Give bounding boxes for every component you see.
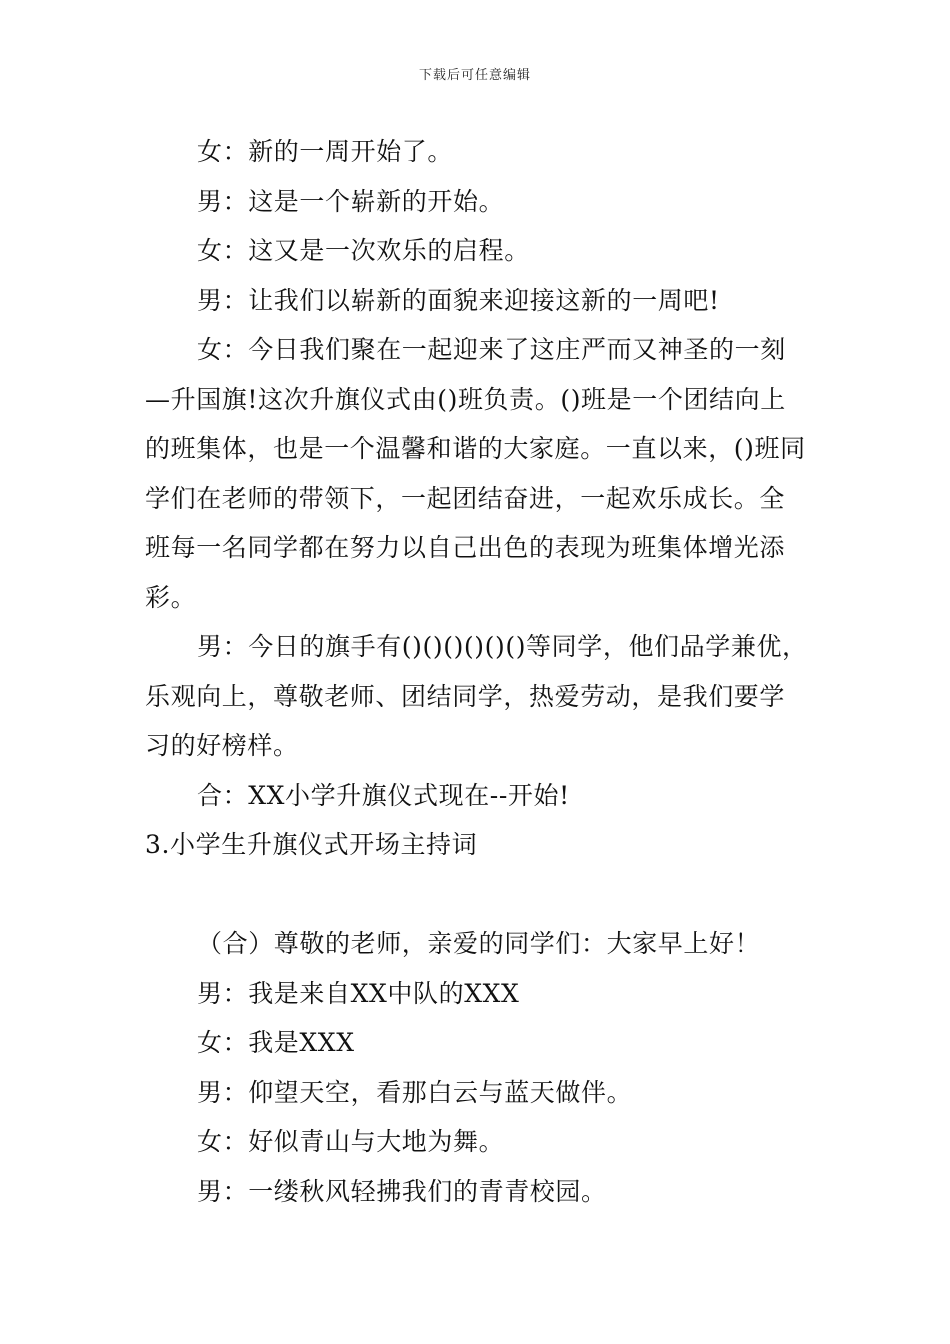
document-body [145, 127, 810, 1216]
paragraph: 女：这又是一次欢乐的启程。 [197, 236, 530, 265]
paragraph: 女：我是XXX [197, 1028, 355, 1057]
section-heading: 3.小学生升旗仪式开场主持词 [145, 830, 478, 859]
paragraph: 男：一缕秋风轻拂我们的青青校园。 [197, 1176, 607, 1206]
paragraph: 女：今日我们聚在一起迎来了这庄严而又神圣的一刻—升国旗!这次升旗仪式由()班负责。()班是一个团结向上的班集体，也是一个温馨和谐的大家庭。一直以来，()班同学们在老师的带领下，一起团结奋进，一起欢乐成长。全班每一名同学都在努力以自己出色的表现为班集体增光添彩。 [145, 335, 806, 612]
paragraph: 男：这是一个崭新的开始。 [197, 186, 505, 216]
paragraph: 男：今日的旗手有()()()()()()等同学，他们品学兼优，乐观向上，尊敬老师、团结同学，热爱劳动，是我们要学习的好榜样。 [145, 632, 808, 760]
paragraph: 男：让我们以崭新的面貌来迎接这新的一周吧! [197, 285, 720, 315]
blank-line [145, 870, 810, 920]
paragraph: 女：好似青山与大地为舞。 [197, 1127, 505, 1156]
paragraph: 男：仰望天空，看那白云与蓝天做伴。 [197, 1077, 633, 1107]
paragraph: 女：新的一周开始了。 [197, 137, 454, 166]
paragraph: 男：我是来自XX中队的XXX [197, 978, 520, 1008]
paragraph: （合）尊敬的老师，亲爱的同学们：大家早上好！ [197, 929, 761, 958]
page-header: 下载后可任意编辑 [418, 68, 531, 83]
paragraph: 合：XX小学升旗仪式现在--开始! [197, 780, 570, 810]
